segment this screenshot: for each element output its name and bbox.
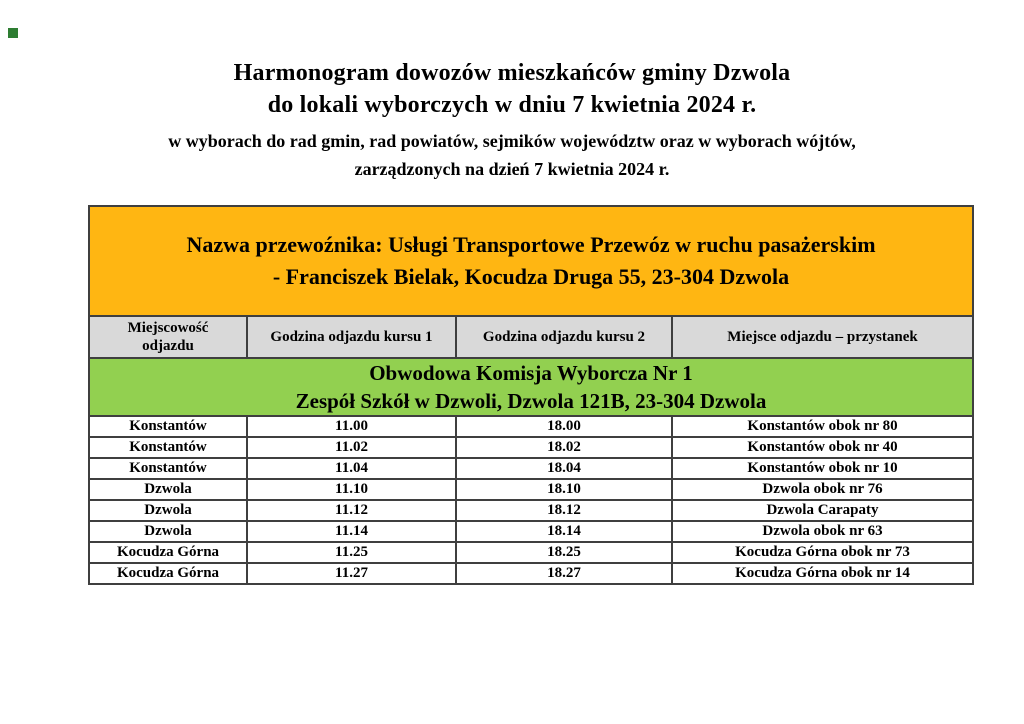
commission-line-2: Zespół Szkół w Dzwoli, Dzwola 121B, 23-304 Dzwola [295, 389, 767, 413]
cell-place: Dzwola [89, 521, 247, 542]
column-header-row [89, 316, 973, 358]
commission-row [89, 358, 973, 416]
cell-course2: 18.12 [456, 500, 672, 521]
cell-course2: 18.10 [456, 479, 672, 500]
column-header-place: Miejscowość odjazdu [89, 316, 247, 358]
cell-course1: 11.27 [247, 563, 456, 584]
cell-place: Konstantów [89, 416, 247, 437]
column-header-course1: Godzina odjazdu kursu 1 [247, 316, 456, 358]
cell-place: Dzwola [89, 479, 247, 500]
cell-stop: Konstantów obok nr 80 [672, 416, 973, 437]
commission-line-1: Obwodowa Komisja Wyborcza Nr 1 [369, 361, 693, 385]
cell-place: Konstantów [89, 437, 247, 458]
cell-place: Dzwola [89, 500, 247, 521]
table-row [89, 416, 973, 437]
cell-course2: 18.14 [456, 521, 672, 542]
cell-course1: 11.12 [247, 500, 456, 521]
cell-course1: 11.25 [247, 542, 456, 563]
table-row [89, 563, 973, 584]
table-row [89, 500, 973, 521]
green-corner-mark [8, 28, 18, 38]
column-header-course2: Godzina odjazdu kursu 2 [456, 316, 672, 358]
document-title-line-2: do lokali wyborczych w dniu 7 kwietnia 2024 r. [267, 92, 757, 118]
cell-course1: 11.04 [247, 458, 456, 479]
table-row [89, 479, 973, 500]
document-title-line-1: Harmonogram dowozów mieszkańców gminy Dzwola [233, 60, 791, 86]
cell-course2: 18.02 [456, 437, 672, 458]
transport-schedule-table [88, 205, 974, 585]
cell-course1: 11.10 [247, 479, 456, 500]
cell-course1: 11.00 [247, 416, 456, 437]
cell-stop: Dzwola obok nr 63 [672, 521, 973, 542]
cell-course1: 11.14 [247, 521, 456, 542]
commission-cell [89, 358, 973, 416]
carrier-banner-line-2: - Franciszek Bielak, Kocudza Druga 55, 23-304 Dzwola [272, 264, 790, 289]
table-row [89, 542, 973, 563]
cell-course2: 18.04 [456, 458, 672, 479]
cell-place: Kocudza Górna [89, 563, 247, 584]
table-row [89, 437, 973, 458]
cell-stop: Konstantów obok nr 40 [672, 437, 973, 458]
document-subtitle-line-1: w wyborach do rad gmin, rad powiatów, sejmików województw oraz w wyborach wójtów, [168, 131, 856, 151]
document-subtitle [0, 127, 1024, 183]
cell-place: Kocudza Górna [89, 542, 247, 563]
cell-course2: 18.00 [456, 416, 672, 437]
document-subtitle-line-2: zarządzonych na dzień 7 kwietnia 2024 r. [354, 159, 670, 179]
column-header-stop: Miejsce odjazdu – przystanek [672, 316, 973, 358]
cell-course1: 11.02 [247, 437, 456, 458]
cell-stop: Kocudza Górna obok nr 14 [672, 563, 973, 584]
cell-stop: Dzwola obok nr 76 [672, 479, 973, 500]
cell-stop: Kocudza Górna obok nr 73 [672, 542, 973, 563]
cell-course2: 18.27 [456, 563, 672, 584]
carrier-banner-line-1: Nazwa przewoźnika: Usługi Transportowe Przewóz w ruchu pasażerskim [186, 232, 876, 257]
cell-course2: 18.25 [456, 542, 672, 563]
cell-stop: Dzwola Carapaty [672, 500, 973, 521]
table-row [89, 458, 973, 479]
cell-place: Konstantów [89, 458, 247, 479]
carrier-banner-row [89, 206, 973, 316]
cell-stop: Konstantów obok nr 10 [672, 458, 973, 479]
carrier-banner-cell [89, 206, 973, 316]
table-row [89, 521, 973, 542]
document-header [0, 57, 1024, 183]
